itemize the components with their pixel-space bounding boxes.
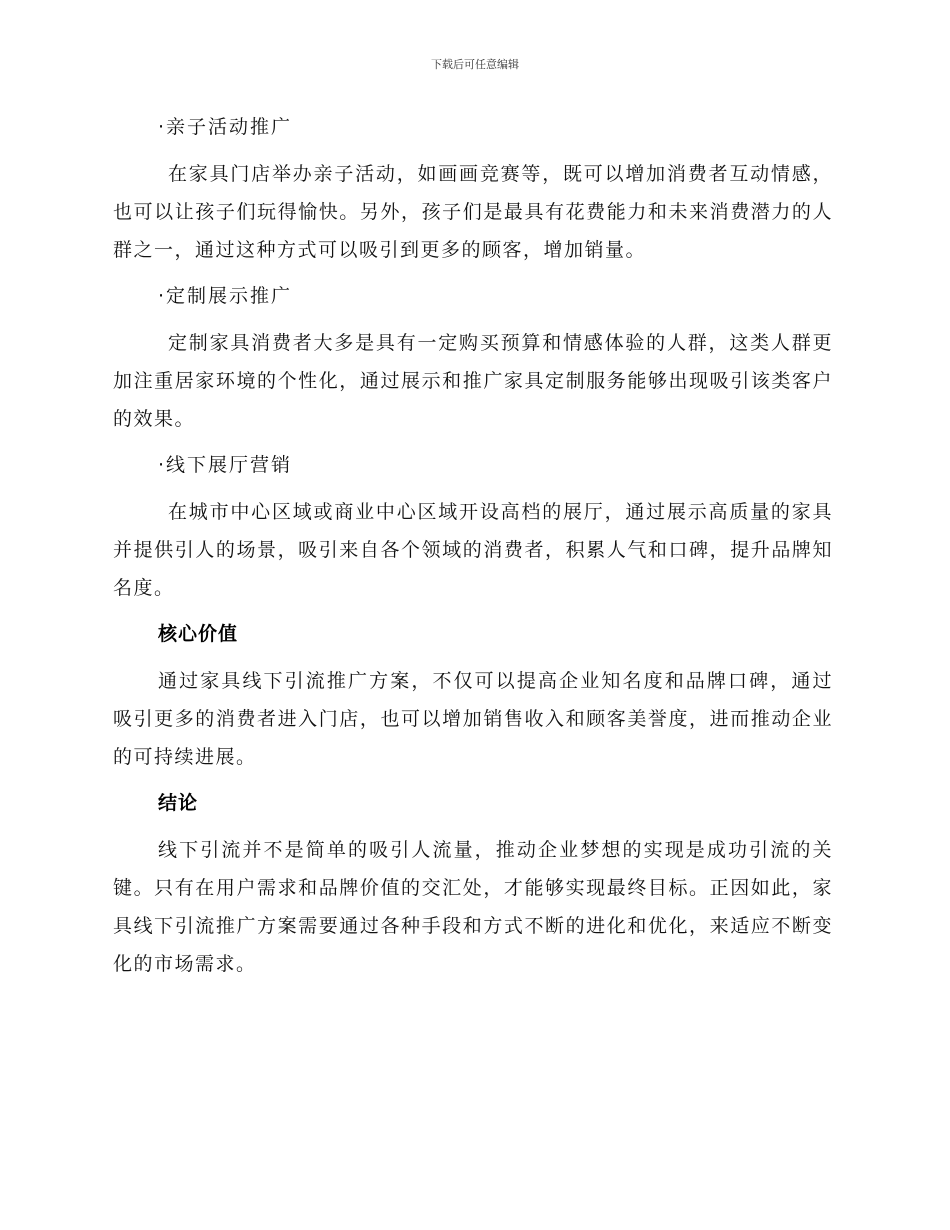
paragraph-conclusion: 线下引流并不是简单的吸引人流量，推动企业梦想的实现是成功引流的关键。只有在用户需求和品牌价值的交汇处，才能够实现最终目标。正因如此，家具线下引流推广方案需要通过各种手段和方式不断的进化和优化，来适应不断变化的市场需求。 (113, 839, 833, 975)
paragraph-custom-display: 定制家具消费者大多是具有一定购买预算和情感体验的人群，这类人群更加注重居家环境的个性化，通过展示和推广家具定制服务能够出现吸引该类客户的效果。 (113, 332, 833, 430)
bullet-parent-child-activity: ·亲子活动推广 (158, 116, 293, 138)
heading-conclusion: 结论 (158, 792, 199, 814)
paragraph-parent-child-activity: 在家具门店举办亲子活动，如画画竞赛等，既可以增加消费者互动情感，也可以让孩子们玩得愉快。另外，孩子们是最具有花费能力和未来消费潜力的人群之一，通过这种方式可以吸引到更多的顾客，增加销量。 (113, 163, 833, 261)
paragraph-core-value: 通过家具线下引流推广方案，不仅可以提高企业知名度和品牌口碑，通过吸引更多的消费者进入门店，也可以增加销售收入和顾客美誉度，进而推动企业的可持续进展。 (113, 670, 833, 768)
paragraph-offline-showroom: 在城市中心区域或商业中心区域开设高档的展厅，通过展示高质量的家具并提供引人的场景，吸引来自各个领域的消费者，积累人气和口碑，提升品牌知名度。 (113, 501, 833, 599)
page-header: 下载后可任意编辑 (431, 58, 519, 71)
bullet-custom-display: ·定制展示推广 (158, 285, 293, 307)
bullet-offline-showroom: ·线下展厅营销 (158, 454, 293, 476)
heading-core-value: 核心价值 (158, 623, 239, 645)
